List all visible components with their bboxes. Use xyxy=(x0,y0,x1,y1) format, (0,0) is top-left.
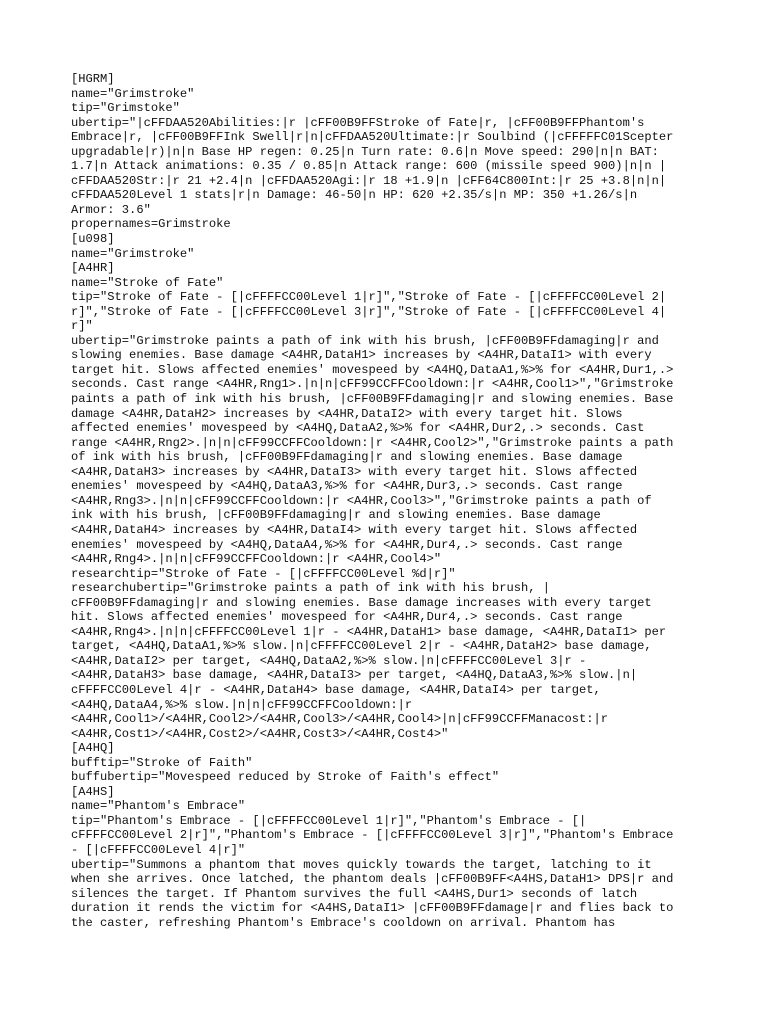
document-text xyxy=(71,72,711,930)
text-line: range <A4HR,Rng2>.|n|n|cFF99CCFFCooldown:|r <A4HR,Cool2>","Grimstroke paints a path xyxy=(71,435,674,450)
text-line: buffubertip="Movespeed reduced by Stroke of Faith's effect" xyxy=(71,770,500,785)
text-line: cFFFFCC00Level 2|r]","Phantom's Embrace - [|cFFFFCC00Level 3|r]","Phantom's Embrace xyxy=(71,828,674,843)
text-line: of ink with his brush, |cFF00B9FFdamaging|r and slowing enemies. Base damage xyxy=(71,450,623,465)
text-line: cFFDAA520Str:|r 21 +2.4|n |cFFDAA520Agi:|r 18 +1.9|n |cFF64C800Int:|r 25 +3.8|n|n| xyxy=(71,173,667,188)
text-line: <A4HR,DataH4> increases by <A4HR,DataI4> with every target hit. Slows affected xyxy=(71,522,638,537)
text-line: cFFFFCC00Level 4|r - <A4HR,DataH4> base damage, <A4HR,DataI4> per target, xyxy=(71,682,601,697)
text-line: Embrace|r, |cFF00B9FFInk Swell|r|n|cFFDAA520Ultimate:|r Soulbind (|cFFFFFC01Scepter xyxy=(71,130,674,145)
text-line: paints a path of ink with his brush, |cFF00B9FFdamaging|r and slowing enemies. Base xyxy=(71,392,674,407)
text-line: duration it rends the victim for <A4HS,DataI1> |cFF00B9FFdamage|r and flies back to xyxy=(71,901,674,916)
text-line: <A4HR,Cost1>/<A4HR,Cost2>/<A4HR,Cost3>/<A4HR,Cost4>" xyxy=(71,726,449,741)
text-line: <A4HR,Rng4>.|n|n|cFF99CCFFCooldown:|r <A4HR,Cool4>" xyxy=(71,552,442,567)
text-line: enemies' movespeed by <A4HQ,DataA3,%>% for <A4HR,Dur3,.> seconds. Cast range xyxy=(71,479,623,494)
text-line: researchubertip="Grimstroke paints a path of ink with his brush, | xyxy=(71,581,550,596)
text-line: [u098] xyxy=(71,232,115,247)
text-line: <A4HR,DataH3> increases by <A4HR,DataI3> with every target hit. Slows affected xyxy=(71,464,638,479)
text-line: - [|cFFFFCC00Level 4|r]" xyxy=(71,842,246,857)
text-line: slowing enemies. Base damage <A4HR,DataH1> increases by <A4HR,DataI1> with every xyxy=(71,348,652,363)
text-line: target hit. Slows affected enemies' movespeed by <A4HQ,DataA1,%>% for <A4HR,Dur1,.> xyxy=(71,362,674,377)
text-line: name="Stroke of Fate" xyxy=(71,275,224,290)
text-line: r]" xyxy=(71,319,93,334)
text-line: ink with his brush, |cFF00B9FFdamaging|r and slowing enemies. Base damage xyxy=(71,508,601,523)
text-line: r]","Stroke of Fate - [|cFFFFCC00Level 3|r]","Stroke of Fate - [|cFFFFCC00Level 4| xyxy=(71,304,667,319)
text-line: [HGRM] xyxy=(71,72,115,86)
text-line: cFFDAA520Level 1 stats|r|n Damage: 46-50|n HP: 620 +2.35/s|n MP: 350 +1.26/s|n xyxy=(71,188,638,203)
text-line: propernames=Grimstroke xyxy=(71,217,231,232)
text-line: name="Grimstroke" xyxy=(71,86,195,101)
text-line: [A4HQ] xyxy=(71,741,115,756)
text-line: ubertip="Summons a phantom that moves quickly towards the target, latching to it xyxy=(71,857,652,872)
text-line: tip="Stroke of Fate - [|cFFFFCC00Level 1|r]","Stroke of Fate - [|cFFFFCC00Level 2| xyxy=(71,290,667,305)
text-line: the caster, refreshing Phantom's Embrace's cooldown on arrival. Phantom has xyxy=(71,915,616,930)
text-line: 1.7|n Attack animations: 0.35 / 0.85|n Attack range: 600 (missile speed 900)|n|n | xyxy=(71,159,667,174)
text-line: <A4HR,Rng3>.|n|n|cFF99CCFFCooldown:|r <A4HR,Cool3>","Grimstroke paints a path of xyxy=(71,493,652,508)
text-line: hit. Slows affected enemies' movespeed for <A4HR,Dur4,.> seconds. Cast range xyxy=(71,610,623,625)
text-line: name="Phantom's Embrace" xyxy=(71,799,246,814)
text-line: <A4HR,Rng4>.|n|n|cFFFFCC00Level 1|r - <A4HR,DataH1> base damage, <A4HR,DataI1> per xyxy=(71,624,667,639)
text-line: <A4HR,Cool1>/<A4HR,Cool2>/<A4HR,Cool3>/<A4HR,Cool4>|n|cFF99CCFFManacost:|r xyxy=(71,712,609,727)
text-line: [A4HR] xyxy=(71,261,115,276)
text-line: bufftip="Stroke of Faith" xyxy=(71,755,253,770)
text-line: damage <A4HR,DataH2> increases by <A4HR,DataI2> with every target hit. Slows xyxy=(71,406,623,421)
text-line: when she arrives. Once latched, the phantom deals |cFF00B9FF<A4HS,DataH1> DPS|r and xyxy=(71,872,674,887)
text-line: tip="Grimstoke" xyxy=(71,101,180,116)
text-line: cFF00B9FFdamaging|r and slowing enemies. Base damage increases with every target xyxy=(71,595,652,610)
text-line: target, <A4HQ,DataA1,%>% slow.|n|cFFFFCC00Level 2|r - <A4HR,DataH2> base damage, xyxy=(71,639,652,654)
text-line: silences the target. If Phantom survives the full <A4HS,Dur1> seconds of latch xyxy=(71,886,638,901)
text-line: <A4HR,DataH3> base damage, <A4HR,DataI3> per target, <A4HQ,DataA3,%>% slow.|n| xyxy=(71,668,638,683)
text-line: Armor: 3.6" xyxy=(71,202,151,217)
text-line: <A4HQ,DataA4,%>% slow.|n|n|cFF99CCFFCooldown:|r xyxy=(71,697,413,712)
text-line: affected enemies' movespeed by <A4HQ,DataA2,%>% for <A4HR,Dur2,.> seconds. Cast xyxy=(71,421,645,436)
text-line: tip="Phantom's Embrace - [|cFFFFCC00Level 1|r]","Phantom's Embrace - [| xyxy=(71,813,587,828)
text-line: name="Grimstroke" xyxy=(71,246,195,261)
text-line: enemies' movespeed by <A4HQ,DataA4,%>% for <A4HR,Dur4,.> seconds. Cast range xyxy=(71,537,623,552)
text-line: [A4HS] xyxy=(71,784,115,799)
text-line: ubertip="Grimstroke paints a path of ink with his brush, |cFF00B9FFdamaging|r and xyxy=(71,333,659,348)
text-line: upgradable|r)|n|n Base HP regen: 0.25|n Turn rate: 0.6|n Move speed: 290|n|n BAT: xyxy=(71,144,659,159)
text-line: ubertip="|cFFDAA520Abilities:|r |cFF00B9FFStroke of Fate|r, |cFF00B9FFPhantom's xyxy=(71,115,645,130)
text-line: researchtip="Stroke of Fate - [|cFFFFCC00Level %d|r]" xyxy=(71,566,456,581)
text-line: <A4HR,DataI2> per target, <A4HQ,DataA2,%>% slow.|n|cFFFFCC00Level 3|r - xyxy=(71,653,587,668)
text-line: seconds. Cast range <A4HR,Rng1>.|n|n|cFF99CCFFCooldown:|r <A4HR,Cool1>","Grimstroke xyxy=(71,377,674,392)
